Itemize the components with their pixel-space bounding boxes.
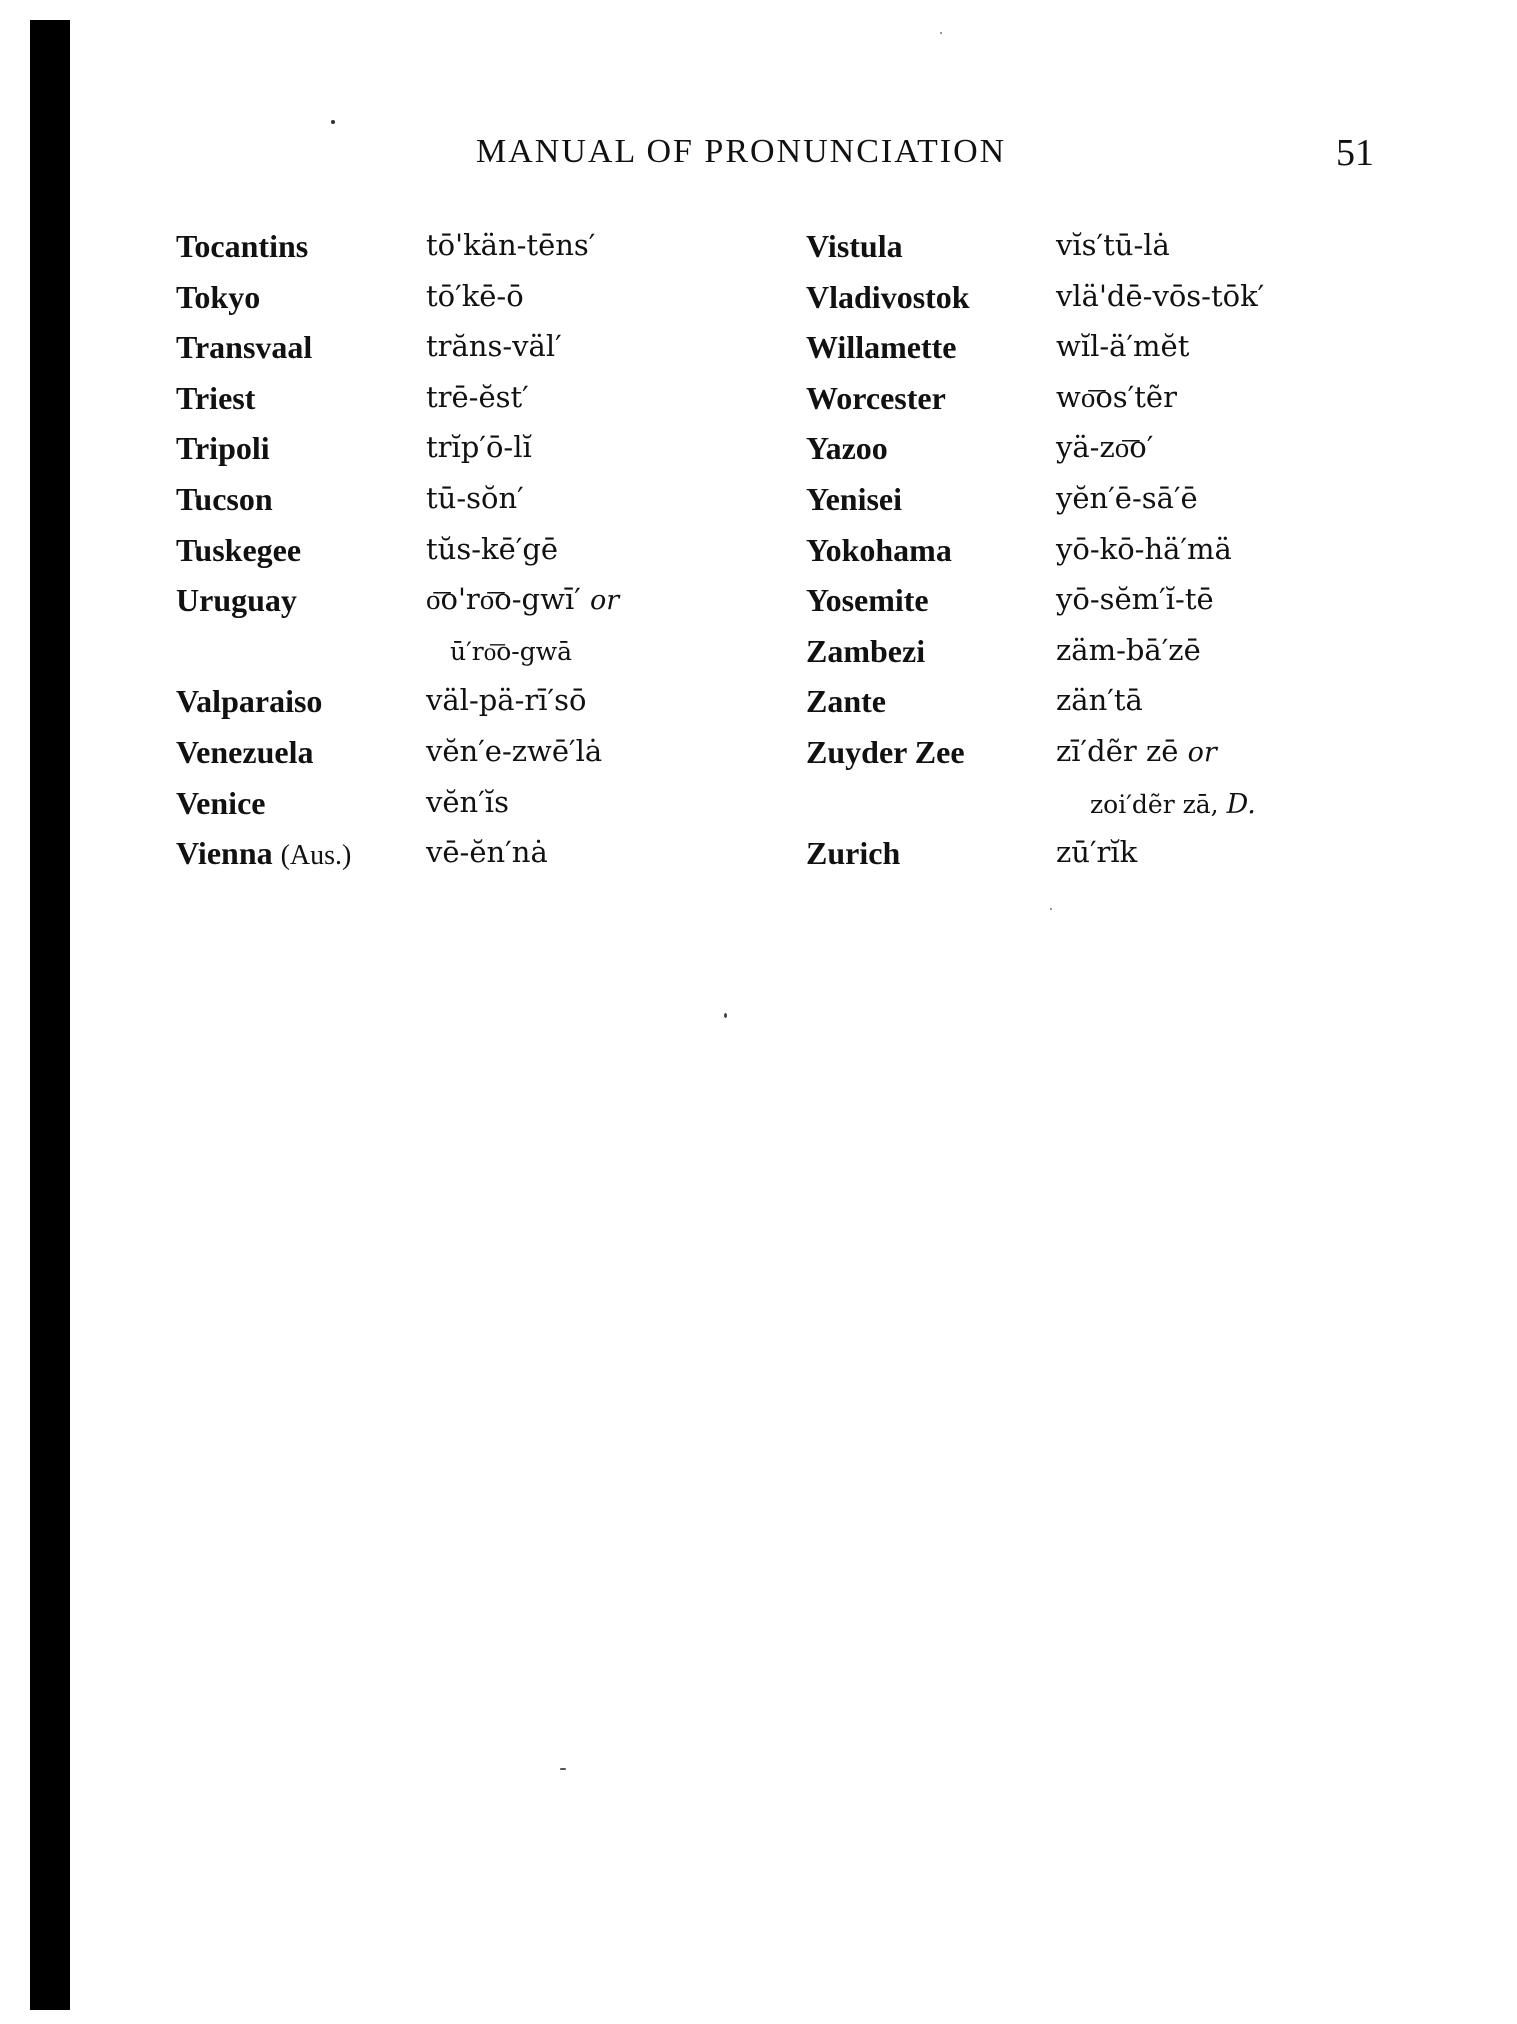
pronunciation-alternative: ū′ro͞o-gwā (450, 636, 573, 666)
place-note: (Aus.) (280, 840, 352, 872)
place-name: Tripoli (176, 430, 270, 467)
place-name: Worcester (806, 379, 946, 416)
pronunciation-primary: zī′dẽr zē (1056, 733, 1179, 768)
binding-edge (30, 20, 70, 2010)
pronunciation-primary: o͞o'ro͞o-gwī′ (426, 582, 581, 617)
place-name: Vistula (806, 228, 903, 264)
pronunciation: yä-zo͞o′ (1056, 430, 1154, 465)
pronunciation-alternative (1090, 789, 1256, 820)
pronunciation (1056, 734, 1217, 768)
place-name: Yokohama (806, 531, 952, 568)
pronunciation: zū′rĭk (1056, 835, 1138, 870)
pronunciation: vĕn′ĭs (426, 784, 509, 819)
alternative-marker: or (1187, 736, 1217, 768)
language-abbreviation: D. (1226, 788, 1256, 820)
place-name: Venezuela (176, 733, 314, 770)
pronunciation: vē-ĕn′nȧ (426, 835, 548, 870)
place-name: Triest (176, 379, 256, 416)
scan-speck (940, 32, 942, 34)
pronunciation: tū-sŏn′ (426, 480, 524, 515)
place-name: Zurich (806, 835, 901, 872)
page-title: MANUAL OF PRONUNCIATION (476, 133, 1007, 170)
pronunciation: trĭp′ō-lĭ (426, 430, 532, 465)
alternative-marker: or (590, 585, 620, 617)
pronunciation (426, 582, 619, 617)
pronunciation: tō′kē-ō (426, 278, 524, 313)
place-name: Yenisei (806, 480, 902, 517)
place-name: Yosemite (806, 582, 929, 619)
pronunciation: zän′tā (1056, 683, 1143, 718)
place-name: Zambezi (806, 632, 926, 669)
pronunciation-alternative-text: zoi′dẽr zā, (1090, 789, 1219, 819)
pronunciation: vĕn′e-zwē′lȧ (426, 733, 603, 768)
pronunciation: yĕn′ē-sā′ē (1056, 480, 1198, 515)
scan-speck (1050, 908, 1052, 910)
place-name: Venice (176, 784, 266, 821)
place-name: Uruguay (176, 582, 297, 619)
scan-speck (560, 1768, 566, 1770)
place-name: Zante (806, 683, 886, 720)
pronunciation: vĭs′tū-lȧ (1056, 228, 1170, 262)
place-name: Tocantins (176, 228, 309, 264)
pronunciation: tō'kän-tēns′ (426, 228, 596, 262)
pronunciation: wĭl-ä′mĕt (1056, 329, 1190, 364)
place-name: Tucson (176, 480, 273, 517)
place-name: Tuskegee (176, 531, 302, 568)
pronunciation: trăns-väl′ (426, 329, 562, 364)
place-name: Zuyder Zee (806, 733, 965, 770)
place-name: Yazoo (806, 430, 888, 467)
place-name-text: Vienna (176, 835, 273, 872)
pronunciation: vlä'dē-vōs-tōk′ (1056, 278, 1265, 313)
place-name (176, 835, 351, 872)
pronunciation: tŭs-kē′gē (426, 531, 559, 566)
place-name: Vladivostok (806, 278, 970, 315)
pronunciation: väl-pä-rī′sō (426, 683, 587, 718)
place-name: Willamette (806, 329, 957, 366)
scan-speck (724, 1013, 727, 1018)
place-name: Transvaal (176, 329, 313, 366)
pronunciation: trē-ĕst′ (426, 379, 529, 414)
running-head (0, 133, 1517, 183)
scan-speck (331, 120, 335, 124)
pronunciation: yō-sĕm′ĭ-tē (1056, 582, 1214, 617)
pronunciation: wo͞os′tẽr (1056, 379, 1177, 414)
place-name: Tokyo (176, 278, 261, 315)
pronunciation: yō-kō-hä′mä (1056, 531, 1232, 566)
place-name: Valparaiso (176, 683, 323, 720)
page-number: 51 (1336, 132, 1374, 174)
pronunciation: zäm-bā′zē (1056, 632, 1201, 667)
